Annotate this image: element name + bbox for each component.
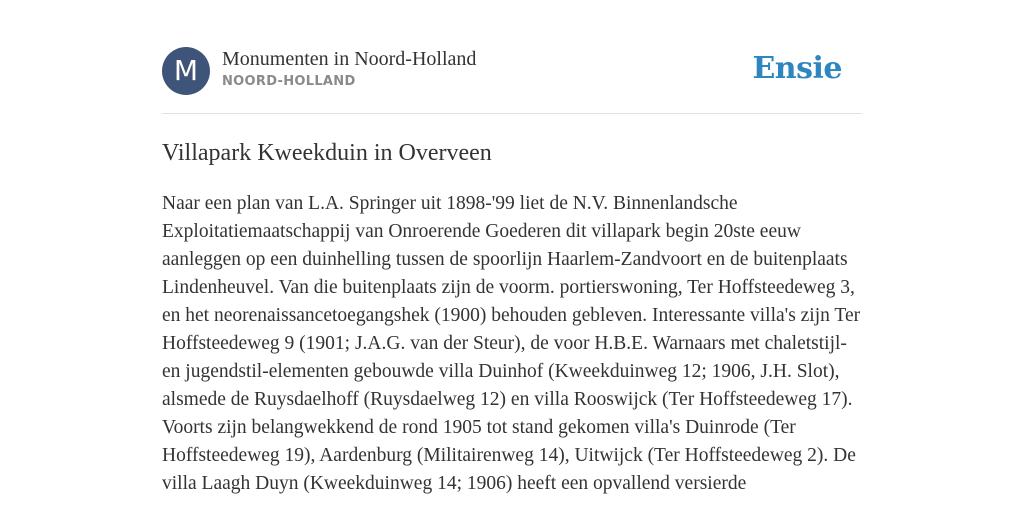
source-title[interactable]: Monumenten in Noord-Holland (222, 48, 477, 70)
brand-logo[interactable]: Ensie (752, 51, 842, 86)
avatar[interactable]: M (162, 47, 210, 95)
source-header (162, 47, 862, 95)
article-body: Naar een plan van L.A. Springer uit 1898-'99 liet de N.V. Binnenlandsche Exploitatiemaatschappij van Onroerende Goederen dit villapark begin 20ste eeuw aanleggen op een duinhelling tussen de spoorlijn Haarlem-Zandvoort en de buitenplaats Lindenheuvel. Van die buitenplaats zijn de voorm. portierswoning, Ter Hoffsteedeweg 3, en het neorenaissancetoegangshek (1900) behouden gebleven. Interessante villa's zijn Ter Hoffsteedeweg 9 (1901; J.A.G. van der Steur), de voor H.B.E. Warnaars met chaletstijl- en jugendstil-elementen gebouwde villa Duinhof (Kweekduinweg 12; 1906, J.H. Slot), alsmede de Ruysdaelhoff (Ruysdaelweg 12) en villa Rooswijck (Ter Hoffsteedeweg 17). Voorts zijn belangwekkend de rond 1905 tot stand gekomen villa's Duinrode (Ter Hoffsteedeweg 19), Aardenburg (Militairenweg 14), Uitwijck (Ter Hoffsteedeweg 2). De villa Laagh Duyn (Kweekduinweg 14; 1906) heeft een opvallend versierde (162, 193, 861, 494)
article-title: Villapark Kweekduin in Overveen (162, 140, 492, 166)
divider (162, 113, 862, 114)
source-subtitle: NOORD-HOLLAND (222, 74, 356, 89)
